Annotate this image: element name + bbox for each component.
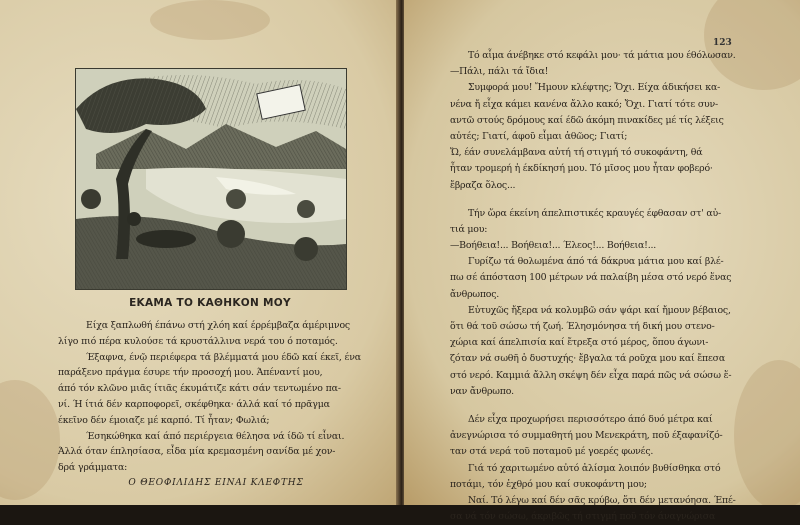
text-line: αντῶ στούς δρόμους καί έδῶ άκόμη πινακίδες μέ τίς λέξεις [450,114,724,126]
text-line: ναν ἄνθρωπο. [450,385,514,397]
text-line: —Βοήθεια!... Βοήθεια!... Έλεος!... Βοήθεια!... [450,240,657,252]
text-line: ἦταν τρομερή ἡ έκδίκησή μου. Τό μῖσος μου ἦταν φοβερό· [450,163,713,175]
text-line: Γιά τό χαριτωμένο αὐτό ἀλίσμα λοιπόν βυθίσθηκα στό [468,462,721,474]
text-line: νί. Ή ίτιά δέν καρποφορεῖ, σκέφθηκα· άλλά καί τό πρᾶγμα [58,398,330,410]
text-line: Συμφορά μου! Ἤμουν κλέφτης; Ὄχι. Είχα άδικήσει κα- [468,82,721,94]
text-line: στό νερό. Καμμιά ἄλλη σκέψη δέν εἶχα παρά πῶς νά σώσω ἕ- [450,369,732,381]
landscape-engraving [76,69,346,289]
text-line: Ναί. Τό λέγω καί δέν σᾶς κρύβω, ὅτι δέν μετανόησα. Έπέ- [468,494,736,506]
text-line: Ὤ, έάν συνελάμβανα αὐτή τή στιγμή τό συκοφάντη, θά [450,147,703,159]
text-line: Έσηκώθηκα καί άπό περιέργεια θέλησα νά ίδῶ τί εἶναι. [86,430,345,442]
text-line: Δέν εἶχα προχωρήσει περισσότερο άπό δυό μέτρα καί [468,413,713,425]
chapter-title: ΕΚΑΜΑ ΤΟ ΚΑΘΗΚΟΝ ΜΟΥ [129,297,291,309]
signboard-text: Ο ΘΕΟΦΙΛΙΔΗΣ ΕΙΝΑΙ ΚΛΕΦΤΗΣ [128,477,304,488]
illustration [75,68,347,290]
page-number: 123 [713,38,732,48]
text-line: ὅτι θά τοῦ σώσω τή ζωή. Έλησμόνησα τή δική μου στενο- [450,321,715,332]
text-line: χώρια καί άπελπισία καί ἔτρεξα στό μέρος, ὅπου άγωνι- [450,337,709,349]
right-body-text [450,48,750,525]
text-line: Γυρίζω τά θολωμένα άπό τά δάκρυα μάτια μου καί βλέ- [468,256,724,268]
text-line: άπό τόν κλῶνο μιᾶς ίτιᾶς έκυμάτιζε κάτι σάν τεντωμένο πα- [58,383,341,395]
text-line: ἄνθρωπος. [450,288,500,300]
paper-stain [0,380,60,500]
left-page [0,0,398,505]
text-line: πω σέ άπόσταση 100 μέτρων νά παλαίβη μέσα στό νερό ἕνας [450,272,732,284]
text-line: σα νά τόν σώσω, άκριβῶς τή στιγμή ποῦ τόν άναγνώρισα [450,511,716,523]
text-line: νένα ἤ εἶχα κάμει κανένα ἄλλο κακό; Ὄχι. Γιατί τότε συν- [450,98,718,110]
text-line: ἔβραζα ὅλος... [450,179,516,191]
text-line: ποτάμι, τόν ἐχθρό μου καί συκοφάντη μου; [450,478,647,490]
text-line: δρά γράμματα: [58,462,128,474]
text-line: έκεῖνο δέν έμοιαζε μέ καρπό. Τί ἦταν; Φωλιά; [58,414,270,426]
text-line: λίγο πιό πέρα κυλούσε τά κρυστάλλινα νερά του ό ποταμός. [58,335,338,347]
text-line: ταν στά νερά τοῦ ποταμοῦ μέ γοερές φωνές. [450,446,654,458]
text-line: ἀνεγνώρισα τό συμμαθητή μου Μενεκράτη, ποῦ έξαφανίζό- [450,430,723,442]
left-body-text [58,318,374,492]
text-line: Τήν ὥρα έκείνη άπελπιστικές κραυγές έφθασαν στ' αὐ- [468,207,721,219]
text-line: Τό αἷμα άνέβηκε στό κεφάλι μου· τά μάτια μου έθόλωσαν. [468,50,736,61]
text-line: Εὐτυχῶς ἤξερα νά κολυμβῶ σάν ψάρι καί ἤμουν βέβαιος, [468,304,731,316]
text-line: παράξενο πράγμα έσυρε τήν προσοχή μου. Άπέναντί μου, [58,367,323,379]
paper-stain [150,0,270,40]
text-line: Έξαφνα, ένῷ περιέφερα τά βλέμματά μου έδῶ καί έκεῖ, ένα [86,351,361,363]
text-line: Είχα ξαπλωθή έπάνω στή χλόη καί έρρέμβαζα άμέριμνος [86,320,351,331]
text-line: αὐτές; Γιατί, άφοῦ εἶμαι ἀθῶος; Γιατί; [450,130,628,142]
text-line: ζόταν νά σωθῆ ὁ δυστυχής· ἔβγαλα τά ροῦχα μου καί ἔπεσα [450,353,726,365]
text-line: —Πάλι, πάλι τά ἴδια! [450,66,549,78]
text-line: τιά μου: [450,223,488,235]
text-line: Άλλά όταν έπλησίασα, εἶδα μία κρεμασμένη σανίδα μέ χον- [58,446,336,458]
